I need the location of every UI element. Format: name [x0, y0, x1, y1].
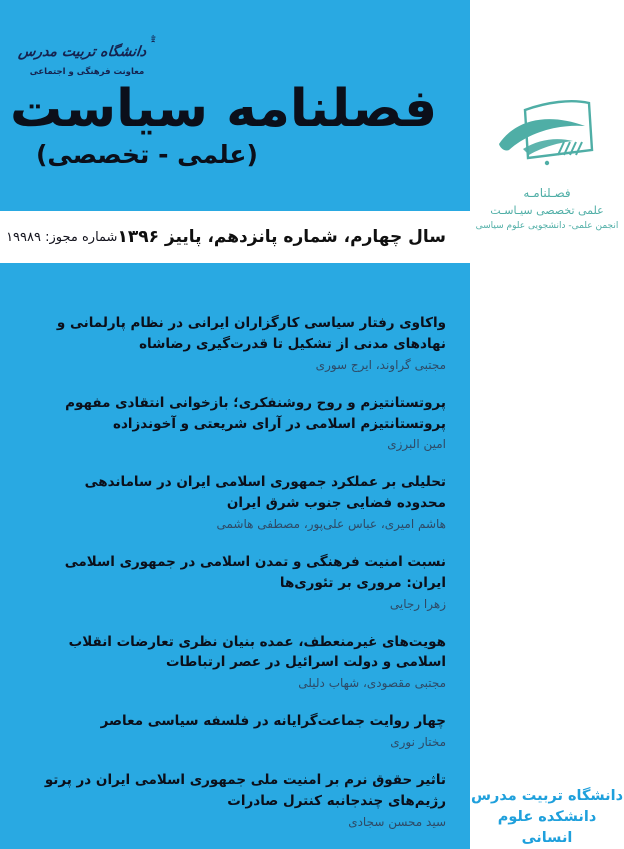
article-title: چهار روایت جماعت‌گرایانه در فلسفه سیاسی معاصر [100, 713, 446, 730]
article-title: نسبت امنیت فرهنگی و تمدن اسلامی در جمهوری اسلامی ایران: مروری بر تئوری‌ها [64, 553, 446, 591]
article-title: پروتستانتیزم و روح روشنفکری؛ بازخوانی انتقادی مفهوم پروتستانتیزم اسلامی در آرای شریعتی و آخوندزاده [65, 394, 446, 432]
journal-logo-captions [470, 186, 624, 231]
article-authors: مختار نوری [390, 735, 446, 750]
article-authors: زهرا رجایی [389, 596, 446, 611]
issue-bar [0, 211, 470, 263]
logo-caption-scientific: علمی تخصصی سیـاسـت [490, 204, 604, 217]
journal-subtitle: (علمی - تخصصی) [36, 140, 258, 170]
article-title: واکاوی رفتار سیاسی کارگزاران ایرانی در نظام پارلمانی و نهادهای مدنی از تشکیل تا قدرت‌گیری رضاشاه [56, 315, 446, 352]
article-item [38, 393, 446, 454]
issue-info: سال چهارم، شماره پانزدهم، پاییز ۱۳۹۶ [117, 227, 446, 247]
article-item [38, 770, 446, 831]
article-item [38, 632, 446, 693]
faculty-credit-faculty: دانشکده علوم انسانی [497, 809, 597, 847]
faculty-credit [470, 786, 624, 849]
article-item [38, 711, 446, 751]
logo-caption-association: انجمن علمی- دانشجویی علوم سیاسی [475, 221, 619, 231]
article-authors: هاشم امیری، عباس علی‌پور، مصطفی هاشمی [216, 517, 446, 532]
faculty-credit-university: دانشگاه تربیت مدرس [470, 788, 624, 804]
university-name: دانشگاه تربیت مدرس [17, 43, 148, 60]
license-number: شماره مجوز: ۱۹۹۸۹ [6, 229, 118, 245]
masthead-box [0, 0, 470, 211]
contents-box [0, 263, 470, 849]
article-title: هویت‌های غیرمنعطف، عمده بنیان نظری تعارضات انقلاب اسلامی و دولت اسرائیل در عصر ارتباطات [68, 633, 446, 671]
article-list [38, 313, 446, 831]
article-item [38, 313, 446, 374]
article-title: تاثیر حقوق نرم بر امنیت ملی جمهوری اسلامی ایران در پرتو رژیم‌های چندجانبه کنترل صادرات [44, 771, 446, 809]
article-authors: امین البرزی [387, 437, 446, 452]
journal-logo-icon [495, 86, 599, 182]
article-authors: مجتبی مقصودی، شهاب دلیلی [298, 676, 446, 691]
university-logo-block [18, 12, 156, 77]
article-item [38, 552, 446, 613]
university-emblem-icon [150, 12, 156, 66]
university-department: معاونت فرهنگی و اجتماعی [29, 67, 145, 77]
article-authors: مجتبی گراوند، ایرج سوری [315, 357, 446, 372]
article-authors: سید محسن سجادی [348, 814, 446, 829]
masthead [0, 78, 470, 169]
sidebar [470, 0, 624, 849]
article-title: تحلیلی بر عملکرد جمهوری اسلامی ایران در ساماندهی محدوده فضایی جنوب شرق ایران [84, 474, 446, 512]
journal-title: فصلنامه سیاست [10, 79, 438, 139]
logo-caption-quarterly: فصـلنامـه [523, 186, 571, 200]
article-item [38, 472, 446, 533]
